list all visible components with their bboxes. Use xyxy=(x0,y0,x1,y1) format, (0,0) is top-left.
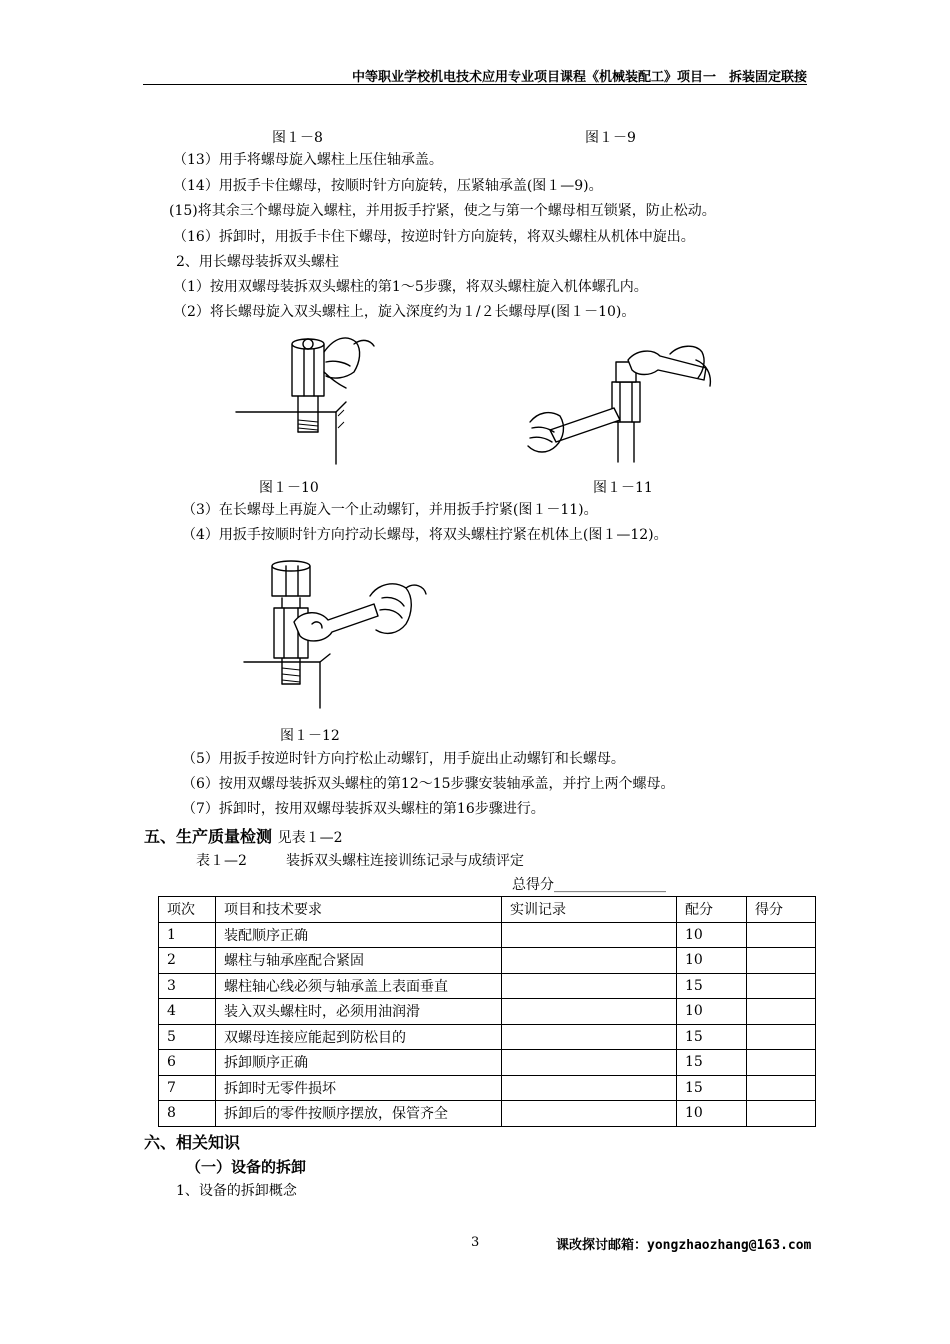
table-row xyxy=(159,973,816,999)
table-row xyxy=(159,1024,816,1050)
figure-caption-1-9: 图１－9 xyxy=(585,130,636,146)
table-header-row xyxy=(159,897,816,923)
figure-caption-1-8: 图１－8 xyxy=(272,130,323,146)
step-c3: （3）在长螺母上再旋入一个止动螺钉，并用扳手拧紧(图１－11)。 xyxy=(182,502,598,518)
section-6-subtitle: （一）设备的拆卸 xyxy=(186,1158,307,1176)
cell-points: 15 xyxy=(677,973,747,999)
cell-points: 15 xyxy=(677,1075,747,1101)
header-item-no: 项次 xyxy=(159,897,216,923)
table-row xyxy=(159,922,816,948)
cell-item-no: 6 xyxy=(159,1050,216,1076)
cell-record xyxy=(502,1050,677,1076)
cell-item-no: 3 xyxy=(159,973,216,999)
cell-item-no: 4 xyxy=(159,999,216,1025)
cell-record xyxy=(502,973,677,999)
cell-score xyxy=(747,1075,816,1101)
header-record: 实训记录 xyxy=(502,897,677,923)
cell-record xyxy=(502,1024,677,1050)
cell-points: 10 xyxy=(677,948,747,974)
section-6-item-1: 1、设备的拆卸概念 xyxy=(176,1183,297,1199)
figure-caption-1-10: 图１－10 xyxy=(259,480,319,496)
cell-score xyxy=(747,999,816,1025)
section-5-title: 五、生产质量检测 xyxy=(144,827,273,846)
score-table xyxy=(158,896,816,1127)
section-5-note: 见表１—2 xyxy=(277,830,343,846)
figure-1-12-illustration xyxy=(242,558,432,718)
cell-record xyxy=(502,1101,677,1127)
step-d5: （5）用扳手按逆时针方向拧松止动螺钉，用手旋出止动螺钉和长螺母。 xyxy=(182,751,625,767)
step-16: （16）拆卸时，用扳手卡住下螺母，按逆时针方向旋转，将双头螺柱从机体中旋出。 xyxy=(173,229,695,245)
step-b1: （1）按用双螺母装拆双头螺柱的第1～5步骤，将双头螺柱旋入机体螺孔内。 xyxy=(173,279,648,295)
table-caption-number: 表１—2 xyxy=(196,853,247,869)
cell-record xyxy=(502,922,677,948)
section-2-title: 2、用长螺母装拆双头螺柱 xyxy=(176,254,339,270)
footer-mail-link[interactable]: yongzhaozhang@163.com xyxy=(647,1238,812,1253)
table-row xyxy=(159,999,816,1025)
header-points: 配分 xyxy=(677,897,747,923)
cell-record xyxy=(502,999,677,1025)
section-6-title: 六、相关知识 xyxy=(144,1133,241,1152)
cell-score xyxy=(747,948,816,974)
cell-points: 15 xyxy=(677,1050,747,1076)
cell-item-no: 1 xyxy=(159,922,216,948)
cell-item-no: 7 xyxy=(159,1075,216,1101)
footer-contact xyxy=(556,1234,811,1253)
figure-caption-1-12: 图１－12 xyxy=(280,728,340,744)
cell-item-no: 8 xyxy=(159,1101,216,1127)
table-row xyxy=(159,1075,816,1101)
table-caption-title: 装拆双头螺柱连接训练记录与成绩评定 xyxy=(286,853,524,869)
header-score: 得分 xyxy=(747,897,816,923)
footer-mail-label: 课改探讨邮箱： xyxy=(556,1238,648,1253)
cell-item-no: 2 xyxy=(159,948,216,974)
cell-requirement: 装入双头螺柱时，必须用油润滑 xyxy=(216,999,502,1025)
header-requirement: 项目和技术要求 xyxy=(216,897,502,923)
figure-caption-1-11: 图１－11 xyxy=(593,480,653,496)
cell-points: 10 xyxy=(677,1101,747,1127)
table-row xyxy=(159,1101,816,1127)
figure-1-11-illustration xyxy=(520,342,720,470)
step-14: （14）用扳手卡住螺母，按顺时针方向旋转，压紧轴承盖(图１—9)。 xyxy=(173,178,603,194)
cell-score xyxy=(747,973,816,999)
figure-1-10-illustration xyxy=(234,332,384,472)
cell-record xyxy=(502,1075,677,1101)
step-b2: （2）将长螺母旋入双头螺柱上，旋入深度约为１/２长螺母厚(图１－10)。 xyxy=(173,304,636,320)
cell-points: 10 xyxy=(677,999,747,1025)
cell-item-no: 5 xyxy=(159,1024,216,1050)
cell-score xyxy=(747,1050,816,1076)
header-rule xyxy=(143,84,807,85)
cell-requirement: 装配顺序正确 xyxy=(216,922,502,948)
step-15: (15)将其余三个螺母旋入螺柱，并用扳手拧紧，使之与第一个螺母相互锁紧，防止松动。 xyxy=(169,203,716,219)
page-header: 中等职业学校机电技术应用专业项目课程《机械装配工》项目一 拆装固定联接 xyxy=(351,70,807,85)
cell-requirement: 螺柱轴心线必须与轴承盖上表面垂直 xyxy=(216,973,502,999)
cell-points: 10 xyxy=(677,922,747,948)
cell-points: 15 xyxy=(677,1024,747,1050)
total-score-label: 总得分________________ xyxy=(512,877,666,893)
step-13: （13）用手将螺母旋入螺柱上压住轴承盖。 xyxy=(173,152,443,168)
cell-requirement: 拆卸时无零件损坏 xyxy=(216,1075,502,1101)
step-d6: （6）按用双螺母装拆双头螺柱的第12～15步骤安装轴承盖，并拧上两个螺母。 xyxy=(182,776,675,792)
cell-requirement: 螺柱与轴承座配合紧固 xyxy=(216,948,502,974)
cell-requirement: 拆卸顺序正确 xyxy=(216,1050,502,1076)
cell-record xyxy=(502,948,677,974)
cell-score xyxy=(747,922,816,948)
table-row xyxy=(159,1050,816,1076)
step-c4: （4）用扳手按顺时针方向拧动长螺母，将双头螺柱拧紧在机体上(图１—12)。 xyxy=(182,527,668,543)
cell-score xyxy=(747,1101,816,1127)
step-d7: （7）拆卸时，按用双螺母装拆双头螺柱的第16步骤进行。 xyxy=(182,801,545,817)
section-5-heading xyxy=(144,824,343,847)
page-number: 3 xyxy=(471,1235,480,1250)
cell-score xyxy=(747,1024,816,1050)
cell-requirement: 双螺母连接应能起到防松目的 xyxy=(216,1024,502,1050)
cell-requirement: 拆卸后的零件按顺序摆放，保管齐全 xyxy=(216,1101,502,1127)
table-row xyxy=(159,948,816,974)
